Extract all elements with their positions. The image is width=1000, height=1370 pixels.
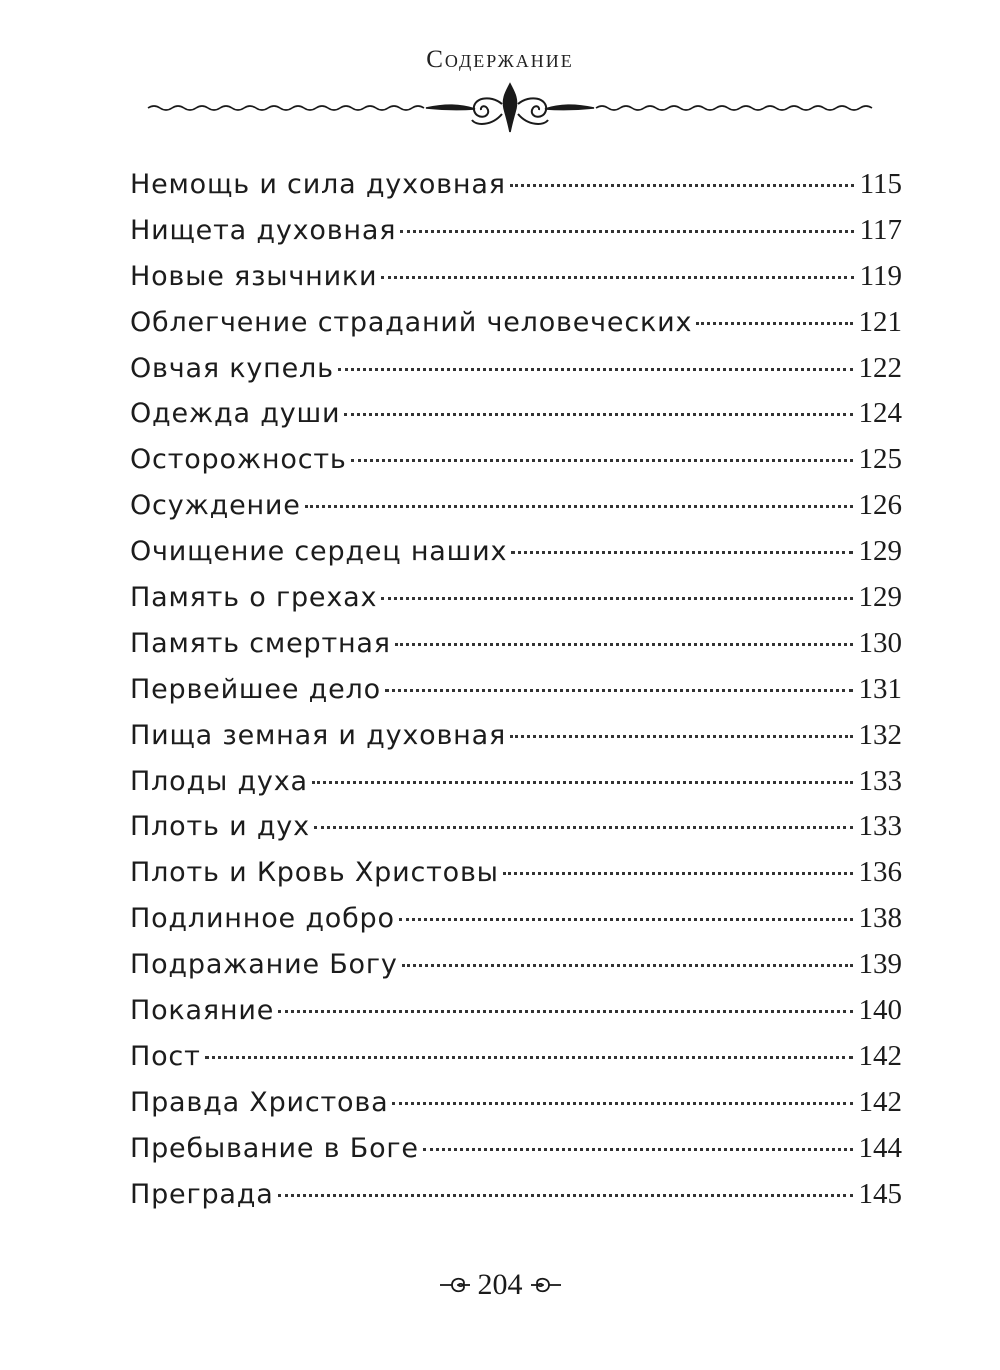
- toc-entry: [130, 214, 902, 260]
- toc-entry-page: 136: [858, 856, 902, 889]
- toc-entry-title: Память о грехах: [130, 582, 378, 614]
- toc-entry-page: 129: [858, 581, 902, 614]
- toc-dot-leader: [511, 551, 852, 554]
- toc-entry-page: 133: [858, 810, 902, 843]
- toc-entry-title: Осуждение: [130, 490, 301, 522]
- toc-dot-leader: [381, 597, 852, 600]
- toc-entry-title: Пища земная и духовная: [130, 719, 506, 751]
- toc-dot-leader: [278, 1010, 852, 1013]
- table-of-contents: [130, 168, 902, 1223]
- toc-entry-title: Преграда: [130, 1178, 274, 1210]
- toc-entry: [130, 581, 902, 627]
- toc-entry-title: Очищение сердец наших: [130, 536, 508, 568]
- toc-entry-title: Пост: [130, 1040, 201, 1072]
- toc-entry-page: 133: [858, 764, 902, 797]
- toc-dot-leader: [205, 1056, 853, 1059]
- toc-dot-leader: [399, 918, 853, 921]
- toc-entry: [130, 260, 902, 306]
- right-scroll-ornament-icon: [529, 1273, 563, 1297]
- toc-entry-page: 139: [858, 948, 902, 981]
- toc-entry: [130, 1178, 902, 1224]
- toc-entry-page: 115: [859, 168, 902, 200]
- toc-entry: [130, 1040, 902, 1086]
- toc-entry: [130, 856, 902, 902]
- toc-entry-title: Одежда души: [130, 398, 341, 430]
- left-scroll-ornament-icon: [438, 1273, 472, 1297]
- toc-entry-page: 125: [858, 443, 902, 476]
- toc-entry-title: Правда Христова: [130, 1086, 389, 1118]
- toc-entry-title: Осторожность: [130, 444, 347, 476]
- toc-entry-page: 122: [858, 351, 902, 384]
- toc-dot-leader: [400, 230, 853, 233]
- toc-entry-title: Немощь и сила духовная: [130, 169, 506, 200]
- toc-dot-leader: [392, 1102, 852, 1105]
- toc-dot-leader: [305, 505, 853, 508]
- toc-dot-leader: [351, 459, 853, 462]
- toc-entry-title: Нищета духовная: [130, 214, 397, 246]
- toc-entry-title: Плоть и Кровь Христовы: [130, 857, 499, 889]
- toc-dot-leader: [278, 1194, 853, 1197]
- toc-entry-title: Память смертная: [130, 627, 391, 659]
- toc-dot-leader: [510, 735, 853, 738]
- toc-entry-title: Овчая купель: [130, 352, 334, 384]
- toc-entry-title: Подлинное добро: [130, 903, 395, 935]
- page-footer: [0, 1268, 1000, 1302]
- toc-entry: [130, 443, 902, 489]
- toc-entry-page: 142: [858, 1039, 902, 1072]
- toc-dot-leader: [312, 781, 853, 784]
- toc-entry: [130, 489, 902, 535]
- toc-entry-page: 142: [858, 1085, 902, 1118]
- toc-entry-page: 132: [858, 718, 902, 751]
- toc-entry-page: 138: [858, 902, 902, 935]
- toc-entry: [130, 352, 902, 398]
- toc-entry-title: Первейшее дело: [130, 673, 381, 705]
- toc-entry-page: 140: [858, 994, 902, 1027]
- ornament-divider-icon: [140, 82, 880, 142]
- toc-entry: [130, 168, 902, 214]
- toc-entry-page: 130: [858, 626, 902, 659]
- toc-entry-title: Плоды духа: [130, 765, 308, 797]
- toc-entry: [130, 719, 902, 765]
- toc-entry-page: 131: [858, 672, 902, 705]
- toc-dot-leader: [423, 1148, 853, 1151]
- toc-entry: [130, 902, 902, 948]
- toc-entry: [130, 948, 902, 994]
- toc-entry-page: 119: [859, 259, 902, 292]
- toc-entry-title: Пребывание в Боге: [130, 1132, 419, 1164]
- toc-entry-page: 126: [858, 489, 902, 522]
- toc-dot-leader: [344, 413, 852, 416]
- toc-dot-leader: [395, 643, 853, 646]
- toc-entry: [130, 397, 902, 443]
- toc-entry-page: 129: [858, 535, 902, 568]
- toc-entry-title: Подражание Богу: [130, 949, 398, 981]
- toc-entry-title: Новые язычники: [130, 260, 378, 292]
- toc-entry: [130, 765, 902, 811]
- toc-entry: [130, 1132, 902, 1178]
- toc-entry: [130, 1086, 902, 1132]
- toc-entry: [130, 673, 902, 719]
- toc-entry: [130, 535, 902, 581]
- toc-dot-leader: [381, 276, 853, 279]
- toc-dot-leader: [503, 872, 853, 875]
- page-number: 204: [477, 1268, 523, 1301]
- toc-entry: [130, 810, 902, 856]
- toc-entry-page: 124: [858, 397, 902, 430]
- toc-dot-leader: [385, 689, 853, 692]
- toc-dot-leader: [402, 964, 853, 967]
- toc-entry-title: Облегчение страданий человеческих: [130, 306, 693, 338]
- toc-entry-page: 121: [858, 305, 902, 338]
- toc-entry: [130, 306, 902, 352]
- toc-entry-page: 144: [858, 1131, 902, 1164]
- toc-dot-leader: [696, 322, 852, 325]
- toc-entry-title: Покаяние: [130, 995, 275, 1027]
- toc-entry: [130, 627, 902, 673]
- toc-entry-page: 145: [858, 1177, 902, 1210]
- running-header-title: Содержание: [426, 46, 574, 73]
- toc-dot-leader: [314, 826, 853, 829]
- toc-dot-leader: [338, 368, 853, 371]
- toc-entry: [130, 994, 902, 1040]
- toc-dot-leader: [510, 184, 854, 187]
- toc-entry-page: 117: [859, 213, 902, 246]
- toc-entry-title: Плоть и дух: [130, 811, 310, 843]
